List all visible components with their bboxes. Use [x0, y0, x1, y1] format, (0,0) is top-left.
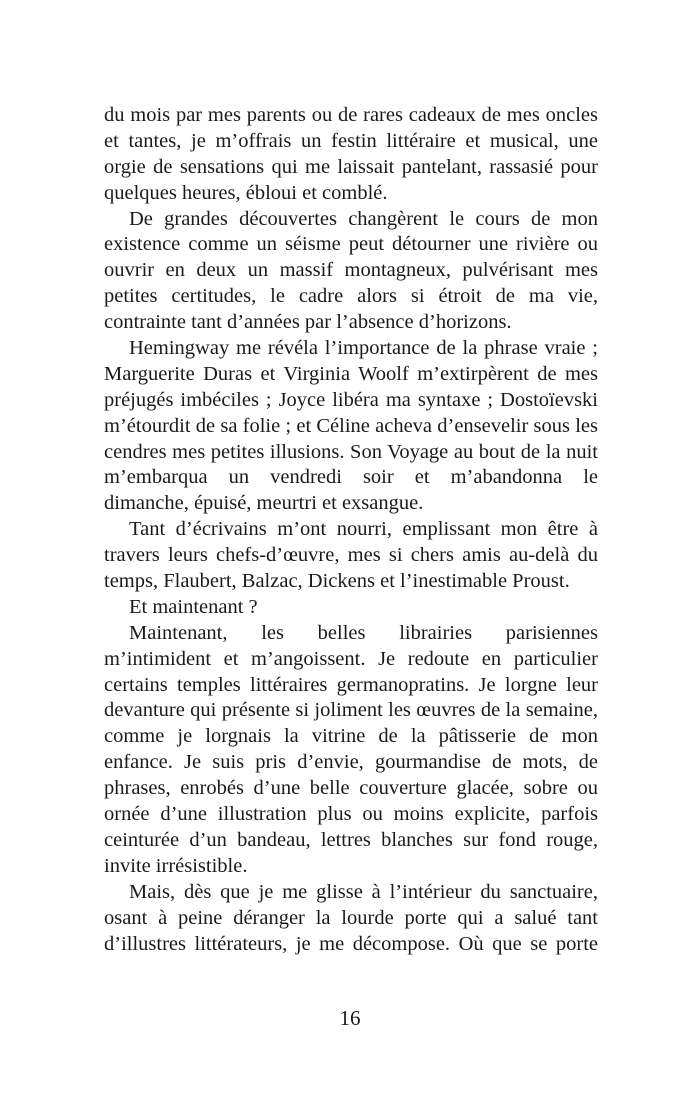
text-line: petites certitudes, le cadre alors si étroit de ma vie,: [104, 285, 598, 308]
text-line: enfance. Je suis pris d’envie, gourmandise de mots, de: [104, 751, 598, 774]
text-line: osant à peine déranger la lourde porte qui a salué tant: [104, 906, 598, 929]
text-line: ouvrir en deux un massif montagneux, pulvérisant mes: [104, 259, 598, 282]
text-line: devanture qui présente si joliment les œuvres de la semaine,: [104, 699, 598, 722]
text-line: comme je lorgnais la vitrine de la pâtisserie de mon: [104, 725, 598, 748]
text-line: m’intimident et m’angoissent. Je redoute en particulier: [104, 647, 598, 670]
text-line: travers leurs chefs-d’œuvre, mes si chers amis au-delà du: [104, 544, 598, 567]
body-text: [104, 103, 598, 957]
text-line: phrases, enrobés d’une belle couverture glacée, sobre ou: [104, 777, 598, 800]
text-line: et tantes, je m’offrais un festin littéraire et musical, une: [104, 129, 598, 152]
text-line: cendres mes petites illusions. Son Voyage au bout de la nuit: [104, 440, 598, 463]
text-line: Maintenant, les belles librairies parisiennes: [129, 621, 598, 644]
text-line: Hemingway me révéla l’importance de la phrase vraie ;: [129, 337, 598, 360]
text-line: Mais, dès que je me glisse à l’intérieur du sanctuaire,: [129, 880, 598, 903]
text-line: du mois par mes parents ou de rares cadeaux de mes oncles: [104, 104, 598, 126]
text-line: existence comme un séisme peut détourner une rivière ou: [104, 233, 598, 256]
text-line: d’illustres littérateurs, je me décompose. Où que se porte: [104, 932, 598, 955]
text-line: ceinturée d’un bandeau, lettres blanches sur fond rouge,: [104, 828, 598, 851]
text-line: invite irrésistible.: [104, 854, 248, 877]
text-line: quelques heures, ébloui et comblé.: [104, 181, 388, 204]
text-line: certains temples littéraires germanopratins. Je lorgne leur: [104, 673, 598, 696]
text-line: Marguerite Duras et Virginia Woolf m’extirpèrent de mes: [104, 362, 598, 385]
text-line: dimanche, épuisé, meurtri et exsangue.: [104, 492, 424, 515]
page-number: 16: [339, 1006, 361, 1030]
text-line: De grandes découvertes changèrent le cours de mon: [129, 207, 598, 230]
text-line: m’étourdit de sa folie ; et Céline acheva d’ensevelir sous les: [104, 414, 598, 437]
text-line: temps, Flaubert, Balzac, Dickens et l’inestimable Proust.: [104, 570, 570, 593]
text-line: ornée d’une illustration plus ou moins explicite, parfois: [104, 803, 598, 826]
text-line: m’embarqua un vendredi soir et m’abandonna le: [104, 466, 598, 489]
text-line: Tant d’écrivains m’ont nourri, emplissant mon être à: [129, 518, 598, 541]
text-line: préjugés imbéciles ; Joyce libéra ma syntaxe ; Dostoïevski: [104, 388, 598, 411]
text-line: contrainte tant d’années par l’absence d’horizons.: [104, 311, 512, 334]
text-line: orgie de sensations qui me laissait pantelant, rassasié pour: [104, 155, 598, 178]
text-line: Et maintenant ?: [129, 595, 258, 618]
